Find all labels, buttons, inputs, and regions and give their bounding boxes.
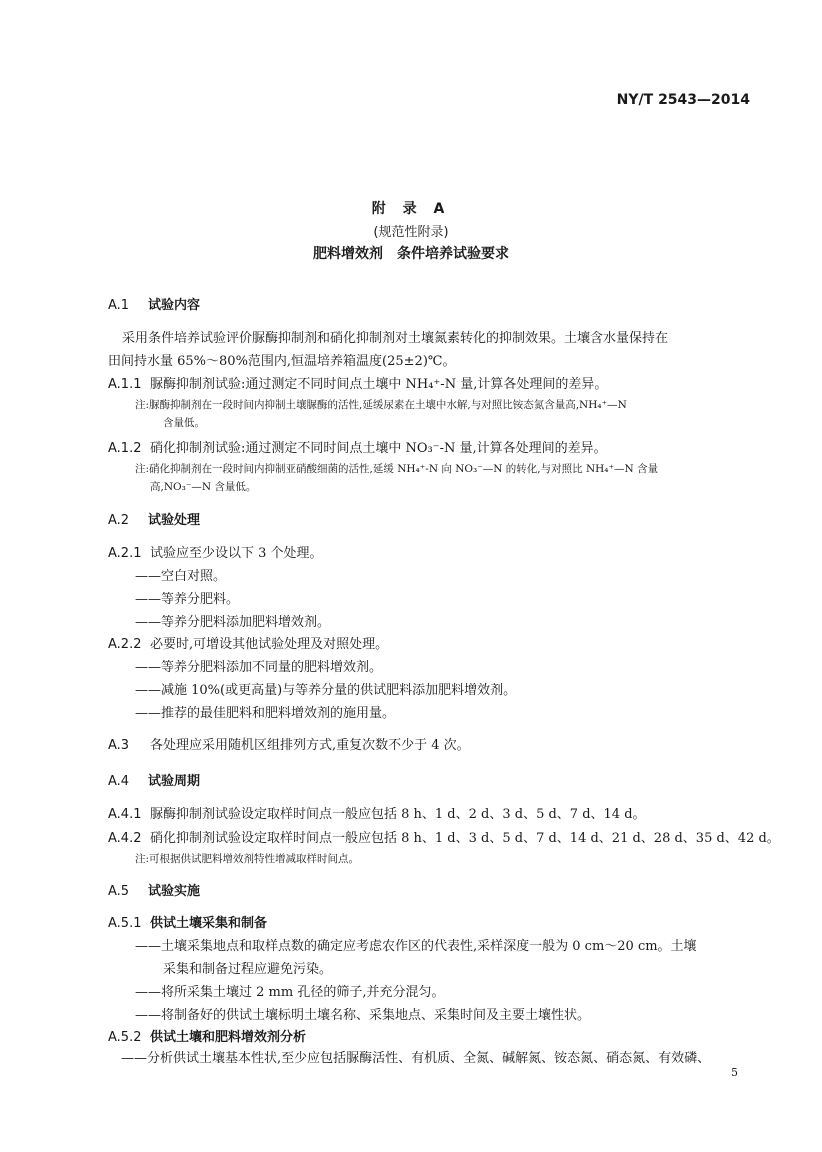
note-line: 注:硝化抑制剂在一段时间内抑制亚硝酸细菌的活性,延缓 NH₄⁺-N 向 NO₃⁻—N 的转化,与对照比 NH₄⁺—N 含量 xyxy=(135,463,659,475)
section-a51-heading xyxy=(108,912,267,931)
annex-nature: (规范性附录) xyxy=(373,225,449,240)
section-a1-heading xyxy=(108,294,200,313)
section-a5-heading xyxy=(108,880,200,899)
clause-a21 xyxy=(108,542,323,561)
list-item: ——减施 10%(或更高量)与等养分量的供试肥料添加肥料增效剂。 xyxy=(135,683,517,698)
note-line: 含量低。 xyxy=(163,417,205,429)
clause-text: 硝化抑制剂试验设定取样时间点一般应包括 8 h、1 d、3 d、5 d、7 d、14 d、21 d、28 d、35 d、42 d。 xyxy=(150,831,780,846)
section-number: A.2 xyxy=(108,513,130,528)
clause-number: A.3 xyxy=(108,738,130,753)
section-title: 供试土壤和肥料增效剂分析 xyxy=(150,1030,307,1045)
clause-a22 xyxy=(108,633,388,652)
list-item: ——将制备好的供试土壤标明土壤名称、采集地点、采集时间及主要土壤性状。 xyxy=(135,1008,591,1023)
note-line: 注:可根据供试肥料增效剂特性增减取样时间点。 xyxy=(135,853,360,865)
paragraph-line: 田间持水量 65%～80%范围内,恒温培养箱温度(25±2)℃。 xyxy=(108,354,456,369)
list-item: ——将所采集土壤过 2 mm 孔径的筛子,并充分混匀。 xyxy=(135,985,445,1000)
section-number: A.5.2 xyxy=(108,1030,142,1045)
section-title: 试验周期 xyxy=(148,774,201,789)
annex-title: 肥料增效剂 条件培养试验要求 xyxy=(313,246,509,262)
clause-number: A.4.2 xyxy=(108,831,142,846)
clause-text: 试验应至少设以下 3 个处理。 xyxy=(150,546,323,561)
page-number: 5 xyxy=(731,1066,738,1079)
list-item: ——空白对照。 xyxy=(135,569,227,584)
list-item: ——推荐的最佳肥料和肥料增效剂的施用量。 xyxy=(135,706,396,721)
section-a52-heading xyxy=(108,1026,306,1045)
clause-text: 脲酶抑制剂试验:通过测定不同时间点土壤中 NH₄⁺-N 量,计算各处理间的差异。 xyxy=(150,377,608,392)
clause-text: 脲酶抑制剂试验设定取样时间点一般应包括 8 h、1 d、2 d、3 d、5 d、7 d、14 d。 xyxy=(150,807,646,822)
clause-number: A.2.1 xyxy=(108,546,142,561)
section-number: A.4 xyxy=(108,774,130,789)
section-number: A.1 xyxy=(108,298,130,313)
section-title: 试验处理 xyxy=(148,513,201,528)
clause-number: A.1.2 xyxy=(108,441,142,456)
list-item: ——分析供试土壤基本性状,至少应包括脲酶活性、有机质、全氮、碱解氮、铵态氮、硝态氮、有效磷、 xyxy=(121,1051,711,1066)
clause-a12 xyxy=(108,437,607,456)
clause-number: A.2.2 xyxy=(108,637,142,652)
section-a2-heading xyxy=(108,509,200,528)
note-line: 注:脲酶抑制剂在一段时间内抑制土壤脲酶的活性,延缓尿素在土壤中水解,与对照比铵态氮含量高,NH₄⁺—N xyxy=(135,399,627,411)
clause-a42 xyxy=(108,827,780,846)
section-title: 供试土壤采集和制备 xyxy=(150,916,268,931)
list-item: ——等养分肥料。 xyxy=(135,592,240,607)
clause-number: A.1.1 xyxy=(108,377,142,392)
section-number: A.5 xyxy=(108,884,130,899)
annex-label: 附 录 A xyxy=(371,201,451,217)
paragraph-line: 采用条件培养试验评价脲酶抑制剂和硝化抑制剂对土壤氮素转化的抑制效果。土壤含水量保持在 xyxy=(122,331,669,346)
section-number: A.5.1 xyxy=(108,916,142,931)
clause-a3 xyxy=(108,734,470,753)
section-title: 试验内容 xyxy=(148,298,201,313)
clause-a41 xyxy=(108,803,646,822)
clause-number: A.4.1 xyxy=(108,807,142,822)
section-title: 试验实施 xyxy=(148,884,201,899)
clause-text: 硝化抑制剂试验:通过测定不同时间点土壤中 NO₃⁻-N 量,计算各处理间的差异。 xyxy=(150,441,607,456)
note-line: 高,NO₃⁻—N 含量低。 xyxy=(150,481,257,493)
list-item: ——土壤采集地点和取样点数的确定应考虑农作区的代表性,采样深度一般为 0 cm～20 cm。土壤 xyxy=(135,939,697,954)
section-a4-heading xyxy=(108,770,200,789)
clause-a11 xyxy=(108,373,607,392)
list-item: ——等养分肥料添加不同量的肥料增效剂。 xyxy=(135,660,383,675)
list-item: ——等养分肥料添加肥料增效剂。 xyxy=(135,615,331,630)
standard-number: NY/T 2543—2014 xyxy=(616,92,750,108)
clause-text: 各处理应采用随机区组排列方式,重复次数不少于 4 次。 xyxy=(150,738,470,753)
clause-text: 必要时,可增设其他试验处理及对照处理。 xyxy=(150,637,389,652)
list-item-continuation: 采集和制备过程应避免污染。 xyxy=(163,962,333,977)
